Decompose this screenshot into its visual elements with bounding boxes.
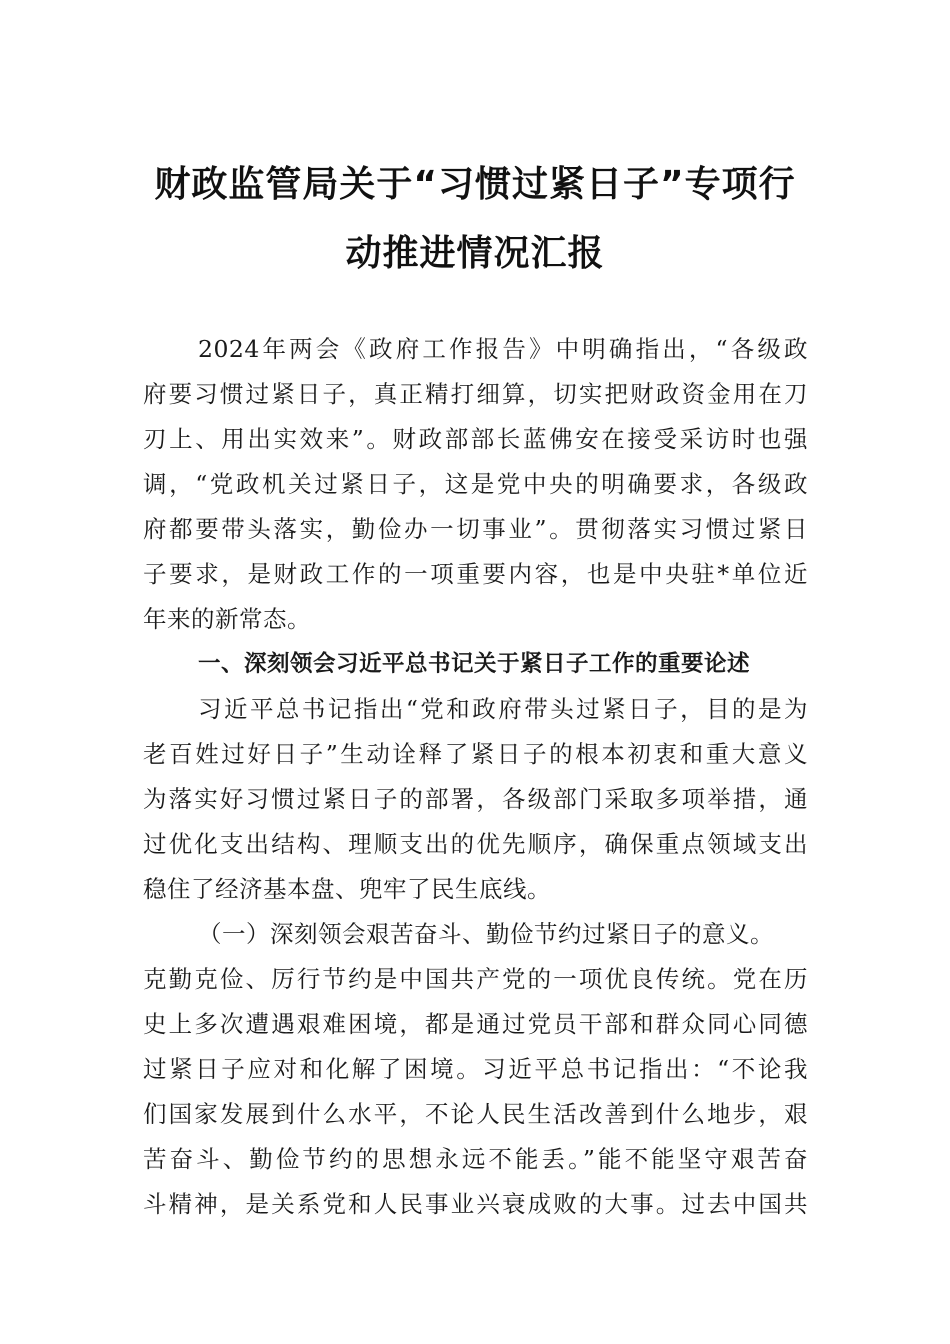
paragraph-3-line: 斗精神，是关系党和人民事业兴衰成败的大事。过去中国共 xyxy=(143,1190,808,1218)
paragraph-2-line: 为落实好习惯过紧日子的部署，各级部门采取多项举措，通 xyxy=(143,785,808,813)
paragraph-1-line: 子要求，是财政工作的一项重要内容，也是中央驻*单位近 xyxy=(143,560,808,588)
document-title-line-1: 财政监管局关于“习惯过紧日子”专项行 xyxy=(154,164,796,205)
paragraph-3-line: 克勤克俭、厉行节约是中国共产党的一项优良传统。党在历 xyxy=(143,965,808,993)
paragraph-3-line: 苦奋斗、勤俭节约的思想永远不能丢。”能不能坚守艰苦奋 xyxy=(143,1145,808,1173)
paragraph-1-line: 府要习惯过紧日子，真正精打细算，切实把财政资金用在刀 xyxy=(143,380,808,408)
section-heading-1: 一、深刻领会习近平总书记关于紧日子工作的重要论述 xyxy=(198,651,751,677)
paragraph-1-line: 府都要带头落实，勤俭办一切事业”。贯彻落实习惯过紧日 xyxy=(143,515,808,543)
paragraph-2-line: 过优化支出结构、理顺支出的优先顺序，确保重点领域支出 xyxy=(143,830,808,858)
paragraph-3-line: 过紧日子应对和化解了困境。习近平总书记指出：“不论我 xyxy=(143,1055,808,1083)
paragraph-2-line: 习近平总书记指出“党和政府带头过紧日子，目的是为 xyxy=(198,695,808,723)
paragraph-3-line: 史上多次遭遇艰难困境，都是通过党员干部和群众同心同德 xyxy=(143,1010,808,1038)
paragraph-1-line: 2024年两会《政府工作报告》中明确指出，“各级政 xyxy=(198,335,808,363)
paragraph-1-line: 调，“党政机关过紧日子，这是党中央的明确要求，各级政 xyxy=(143,470,808,498)
paragraph-1-line: 年来的新常态。 xyxy=(143,605,311,633)
paragraph-1-line: 刃上、用出实效来”。财政部部长蓝佛安在接受采访时也强 xyxy=(143,425,808,453)
subsection-heading-1: （一）深刻领会艰苦奋斗、勤俭节约过紧日子的意义。 xyxy=(198,920,774,948)
document-title-line-2: 动推进情况汇报 xyxy=(345,233,605,274)
paragraph-2-line: 老百姓过好日子”生动诠释了紧日子的根本初衷和重大意义 xyxy=(143,740,808,768)
paragraph-2-line: 稳住了经济基本盘、兜牢了民生底线。 xyxy=(143,875,551,903)
paragraph-3-line: 们国家发展到什么水平，不论人民生活改善到什么地步，艰 xyxy=(143,1100,808,1128)
